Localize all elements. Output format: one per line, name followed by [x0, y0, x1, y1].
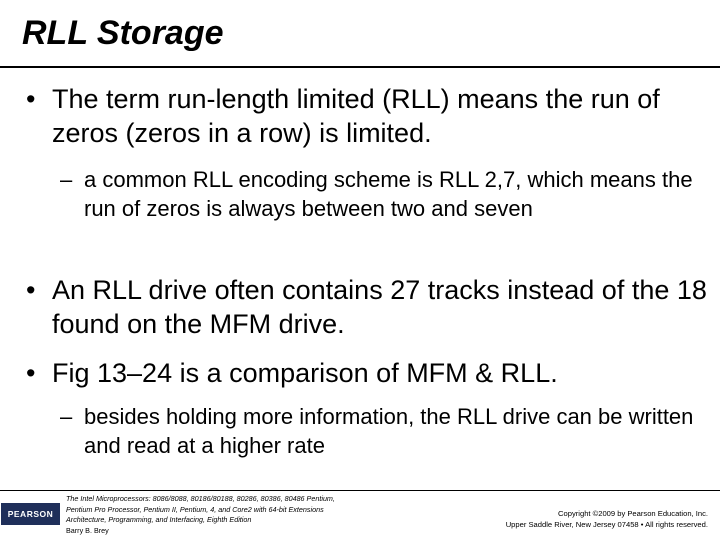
- book-citation-line: Architecture, Programming, and Interfacing, Eighth Edition: [66, 515, 252, 524]
- bullet-text: An RLL drive often contains 27 tracks instead of the 18 found on the MFM drive.: [52, 275, 707, 339]
- book-citation: [66, 494, 396, 536]
- footer-divider: [0, 490, 720, 491]
- sub-bullet-text: besides holding more information, the RLL drive can be written and read at a higher rate: [84, 404, 694, 458]
- bullet-text: Fig 13–24 is a comparison of MFM & RLL.: [52, 358, 558, 388]
- book-citation-line: Pentium Pro Processor, Pentium II, Pentium, 4, and Core2 with 64-bit Extensions: [66, 504, 324, 514]
- sub-bullet-text: a common RLL encoding scheme is RLL 2,7, which means the run of zeros is always between two and seven: [84, 167, 693, 221]
- bullet-item: [22, 273, 710, 341]
- sub-bullet-item: [60, 165, 710, 223]
- bullet-mark: •: [26, 275, 36, 305]
- bullet-item: [22, 356, 710, 390]
- book-citation-line: The Intel Microprocessors: 8086/8088, 80186/80188, 80286, 80386, 80486 Pentium,: [66, 494, 335, 503]
- bullet-item: [22, 82, 710, 150]
- book-author: Barry B. Brey: [66, 525, 109, 535]
- slide-title: RLL Storage: [22, 14, 224, 52]
- publisher-logo-text: PEARSON: [7, 509, 54, 519]
- title-divider: [0, 66, 720, 68]
- copyright-notice: [506, 508, 708, 530]
- bullet-text: The term run-length limited (RLL) means the run of zeros (zeros in a row) is limited.: [52, 84, 660, 148]
- sub-bullet-item: [60, 402, 710, 460]
- copyright-line: Copyright ©2009 by Pearson Education, Inc.: [558, 509, 708, 518]
- sub-bullet-mark: –: [60, 167, 73, 192]
- copyright-line: Upper Saddle River, New Jersey 07458 • All rights reserved.: [505, 520, 708, 529]
- publisher-logo: [1, 503, 60, 525]
- bullet-mark: •: [26, 358, 36, 388]
- bullet-mark: •: [26, 84, 36, 114]
- sub-bullet-mark: –: [60, 404, 73, 429]
